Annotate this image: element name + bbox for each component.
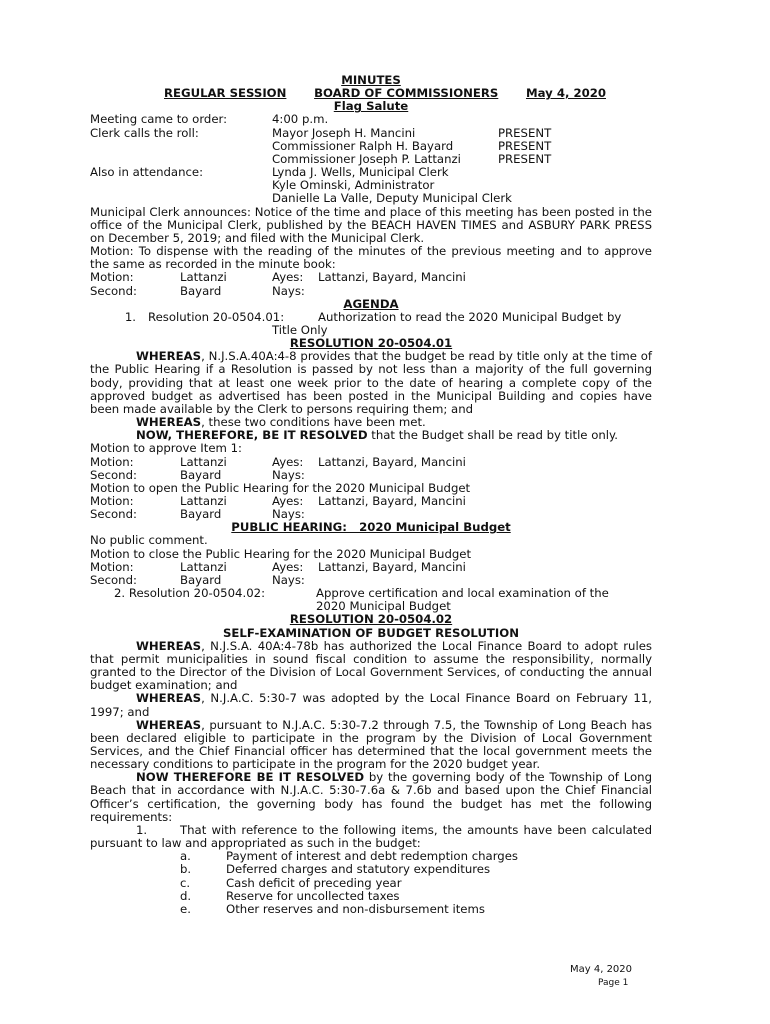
item-description: Approve certification and local examination of the bbox=[316, 586, 609, 601]
motion-mover: Lattanzi bbox=[180, 270, 227, 285]
resolution-2-whereas-1: WHEREAS, N.J.S.A. 40A:4-78b has authorized the Local Finance Board to adopt rules that permit municipalities in sound fiscal condition to assume the responsibility, normally granted to the Director of the Division of Local Government Services, of conducting the annual budget examination; and bbox=[90, 638, 652, 693]
dispense-motion: Motion: To dispense with the reading of the minutes of the previous meeting and to approve the same as recorded in the minute book: bbox=[90, 244, 652, 272]
vote-motion-line bbox=[90, 271, 652, 284]
roll-name: Commissioner Joseph P. Lattanzi bbox=[272, 151, 461, 166]
agenda-item-1 bbox=[90, 311, 652, 324]
footer-date: May 4, 2020 bbox=[570, 964, 633, 975]
order-line bbox=[90, 113, 652, 126]
roll-line-1 bbox=[90, 127, 652, 140]
roll-status: PRESENT bbox=[498, 151, 552, 166]
clerk-announcement: Municipal Clerk announces: Notice of the time and place of this meeting has been posted in the office of the Municipal Clerk, published by the BEACH HAVEN TIMES and ASBURY PARK PRESS on December 5, 2019; and filed with the Municipal Clerk. bbox=[90, 204, 652, 245]
item-description-cont: Title Only bbox=[272, 322, 328, 337]
page-number: Page 1 bbox=[598, 978, 629, 988]
vote-second-line: Second: Bayard Nays: bbox=[90, 467, 305, 482]
vote-motion-line: Motion: Lattanzi Ayes: Lattanzi, Bayard, Mancini bbox=[90, 454, 466, 469]
roll-status: PRESENT bbox=[498, 138, 552, 153]
resolution-1-title: RESOLUTION 20-0504.01 bbox=[289, 336, 453, 351]
sub-items-list bbox=[90, 850, 652, 916]
motion-close-hearing: Motion to close the Public Hearing for the 2020 Municipal Budget bbox=[90, 546, 472, 561]
roll-name: Mayor Joseph H. Mancini bbox=[272, 125, 416, 140]
resolution-2-resolved: NOW THEREFORE BE IT RESOLVED by the governing body of the Township of Long Beach that in accordance with N.J.A.C. 5:30-7.6a & 7.6b and based upon the Chief Financial Officer’s certification, the governing body has found the budget has met the following requirements: bbox=[90, 770, 653, 824]
ayes-names: Lattanzi, Bayard, Mancini bbox=[318, 270, 466, 285]
resolution-2-subtitle: SELF-EXAMINATION OF BUDGET RESOLUTION bbox=[223, 625, 519, 640]
requirement-1: 1. That with reference to the following items, the amounts have been calculated pursuant to law and appropriated as such in the budget: bbox=[90, 822, 652, 851]
attendee: Danielle La Valle, Deputy Municipal Clerk bbox=[272, 191, 512, 206]
second-label: Second: bbox=[90, 283, 137, 298]
roll-label: Clerk calls the roll: bbox=[90, 125, 199, 140]
item-number: 1. bbox=[124, 309, 136, 324]
resolution-1-whereas-1: WHEREAS, N.J.S.A.40A:4-8 provides that the budget be read by title only at the time of the Public Hearing if a Resolution is passed by not less than a majority of the full governing body, providing that at least one week prior to the date of hearing a complete copy of the approved budget as advertised has been posted in the Municipal Building and copies have been made available by the Clerk to persons requiring them; and bbox=[90, 349, 652, 416]
vote-motion-line: Motion: Lattanzi Ayes: Lattanzi, Bayard, Mancini bbox=[90, 559, 466, 574]
roll-line-2 bbox=[90, 140, 652, 153]
vote-second-line bbox=[90, 285, 652, 298]
meeting-date: May 4, 2020 bbox=[525, 86, 606, 101]
order-time: 4:00 p.m. bbox=[272, 112, 329, 127]
resolution-1-resolved: NOW, THEREFORE, BE IT RESOLVED that the Budget shall be read by title only. bbox=[136, 428, 618, 443]
attendee: Lynda J. Wells, Municipal Clerk bbox=[272, 165, 449, 180]
ayes-label: Ayes: bbox=[272, 270, 304, 285]
item-resolution: 2. Resolution 20-0504.02: bbox=[114, 586, 266, 601]
flag-salute-heading: Flag Salute bbox=[333, 99, 409, 114]
resolution-2-whereas-3: WHEREAS, pursuant to N.J.A.C. 5:30-7.2 through 7.5, the Township of Long Beach has been declared eligible to participate in the program by the Division of Local Government Services, and the Chief Financial officer has determined that the local government meets the necessary conditions to participate in the program for the 2020 budget year. bbox=[90, 717, 652, 772]
second-name: Bayard bbox=[180, 283, 222, 298]
list-item: b. Deferred charges and statutory expenditures bbox=[180, 862, 491, 877]
document-title: MINUTES bbox=[341, 73, 401, 87]
resolution-1-whereas-2: WHEREAS, these two conditions have been met. bbox=[136, 415, 426, 430]
attendee: Kyle Ominski, Administrator bbox=[272, 178, 435, 193]
public-hearing-heading: PUBLIC HEARING: 2020 Municipal Budget bbox=[231, 520, 511, 535]
motion-open-hearing: Motion to open the Public Hearing for the 2020 Municipal Budget bbox=[90, 480, 471, 495]
minutes-body bbox=[90, 74, 652, 916]
attendance-label: Also in attendance: bbox=[90, 165, 204, 180]
item-description-cont: 2020 Municipal Budget bbox=[316, 599, 451, 614]
resolution-2-whereas-2: WHEREAS, N.J.A.C. 5:30-7 was adopted by the Local Finance Board on February 11, 1997; and bbox=[90, 691, 652, 719]
nays-label: Nays: bbox=[272, 283, 305, 298]
motion-label: Motion: bbox=[90, 270, 134, 285]
roll-status: PRESENT bbox=[498, 125, 552, 140]
order-label: Meeting came to order: bbox=[90, 112, 228, 127]
no-public-comment: No public comment. bbox=[90, 533, 208, 548]
list-item: a. Payment of interest and debt redemption charges bbox=[180, 849, 518, 864]
list-item: d. Reserve for uncollected taxes bbox=[180, 888, 400, 903]
item-description: Authorization to read the 2020 Municipal Budget by bbox=[318, 309, 622, 324]
roll-name: Commissioner Ralph H. Bayard bbox=[272, 138, 454, 153]
vote-second-line: Second: Bayard Nays: bbox=[90, 572, 305, 587]
session-label: REGULAR SESSION bbox=[164, 86, 287, 101]
vote-second-line: Second: Bayard Nays: bbox=[90, 507, 305, 522]
resolution-2-title: RESOLUTION 20-0504.02 bbox=[289, 612, 453, 627]
motion-item-1: Motion to approve Item 1: bbox=[90, 441, 242, 456]
list-item: c. Cash deficit of preceding year bbox=[180, 875, 402, 890]
vote-motion-line: Motion: Lattanzi Ayes: Lattanzi, Bayard, Mancini bbox=[90, 494, 466, 508]
attendance-line-3 bbox=[90, 192, 652, 205]
item-resolution: Resolution 20-0504.01: bbox=[148, 309, 285, 324]
list-item: e. Other reserves and non-disbursement items bbox=[180, 901, 485, 916]
agenda-heading: AGENDA bbox=[343, 296, 399, 311]
board-label: BOARD OF COMMISSIONERS bbox=[314, 86, 499, 101]
